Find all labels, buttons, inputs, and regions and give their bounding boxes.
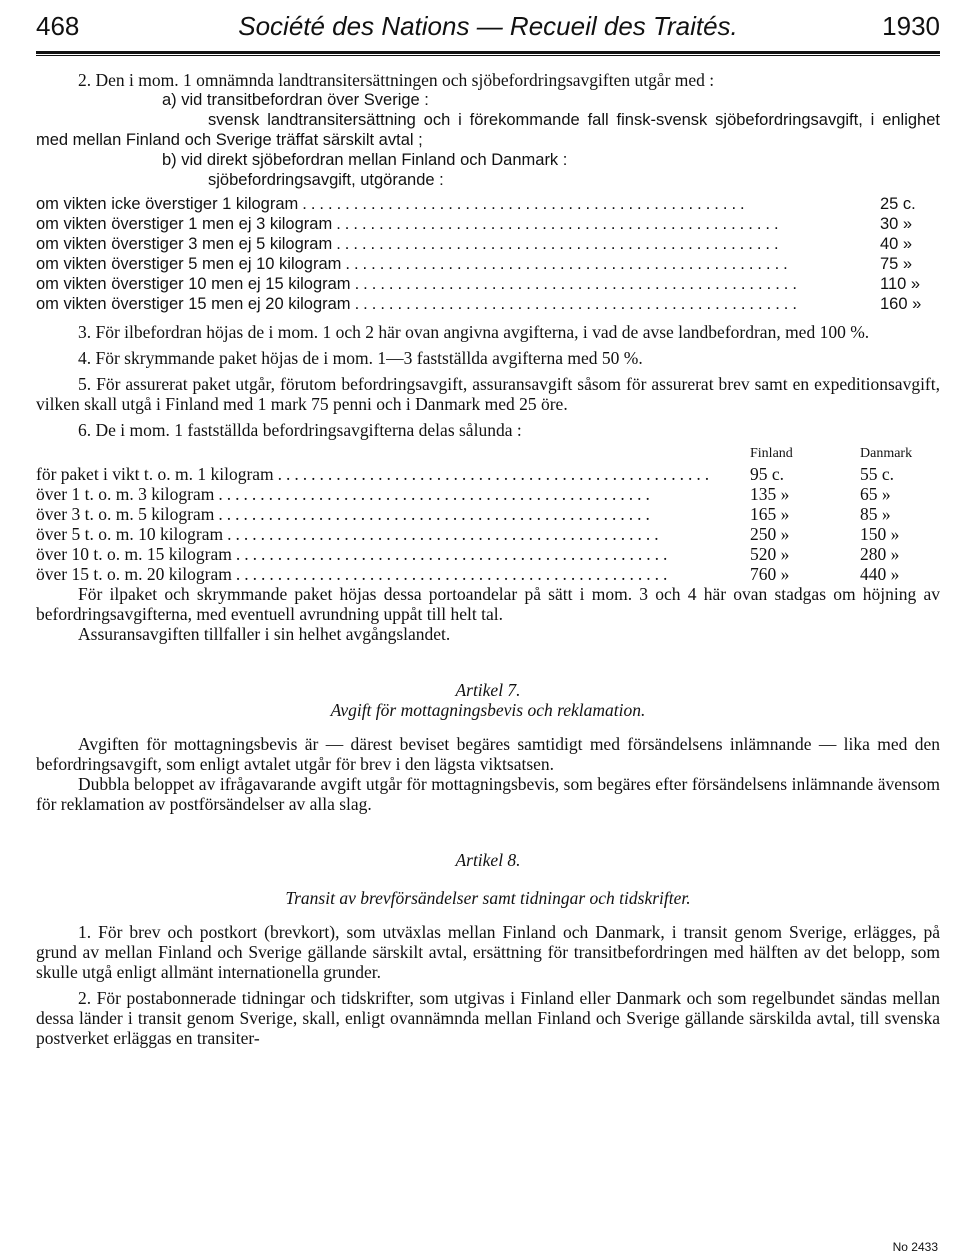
section-6-assurance: Assuransavgiften tillfaller i sin helhet avgångslandet. xyxy=(78,624,451,644)
header-year: 1930 xyxy=(882,11,940,41)
share-row: över 3 t. o. m. 5 kilogram .................................................... 165 » 85 » xyxy=(36,504,891,524)
article-8-subheading: Transit av brevförsändelser samt tidningar och tidskrifter. xyxy=(285,888,691,908)
document-page xyxy=(36,10,940,1048)
article-8-paragraph-2: 2. För postabonnerade tidningar och tidskrifter, som utgivas i Finland eller Danmark och som regelbundet sändas mellan dessa länder i transit genom Sverige, skall, enligt ovannämnda mellan Finland och Sverige gällande särskilda avtal, till svenska postverket erläggas en transiter- xyxy=(36,988,940,1048)
article-7-heading: Artikel 7. xyxy=(455,680,521,700)
sea-fee-row: om vikten överstiger 10 men ej 15 kilogram .................................................... 110 » xyxy=(36,275,921,293)
column-finland: Finland xyxy=(750,446,793,461)
share-row: för paket i vikt t. o. m. 1 kilogram .................................................... 95 c. 55 c. xyxy=(36,464,895,484)
share-table xyxy=(36,464,940,584)
section-6-note: För ilpaket och skrymmande paket höjas dessa portoandelar på sätt i mom. 3 och 4 här ovan stadgas om höjning av befordringsavgifterna, med eventuell avrundning uppåt till helt tal. xyxy=(36,584,940,624)
share-row: över 15 t. o. m. 20 kilogram .................................................... 760 » 440 » xyxy=(36,564,900,584)
section-6-intro: 6. De i mom. 1 fastställda befordringsavgifterna delas sålunda : xyxy=(78,420,522,440)
section-5: 5. För assurerat paket utgår, förutom befordringsavgift, assuransavgift såsom för assurerat brev samt en expeditionsavgift, vilken skall utgå i Finland med 1 mark 75 penni och i Danmark med 25 öre. xyxy=(36,374,940,414)
sea-fee-row: om vikten överstiger 15 men ej 20 kilogram .................................................... 160 » xyxy=(36,295,922,313)
header-rule-thin xyxy=(36,55,940,56)
section-2-a-label: a) vid transitbefordran över Sverige : xyxy=(162,91,429,109)
sea-fee-row: om vikten överstiger 5 men ej 10 kilogram .................................................... 75 » xyxy=(36,255,913,273)
article-7-paragraph-2: Dubbla beloppet av ifrågavarande avgift utgår för mottagningsbevis, som begäres efter försändelsens inlämnande ävensom för reklamation av postförsändelser av alla slag. xyxy=(36,774,940,814)
section-2-a-text: svensk landtransitersättning och i förekommande fall finsk-svensk sjöbefordringsavgift, i enlighet med mellan Finland och Sverige träffat särskilt avtal ; xyxy=(36,111,940,149)
section-3: 3. För ilbefordran höjas de i mom. 1 och 2 här ovan angivna avgifterna, i vad de avse landbefordran, med 100 %. xyxy=(78,322,870,342)
section-2-b-label: b) vid direkt sjöbefordran mellan Finland och Danmark : xyxy=(162,151,568,169)
document-number: No 2433 xyxy=(892,1240,938,1254)
share-row: över 10 t. o. m. 15 kilogram .................................................... 520 » 280 » xyxy=(36,544,900,564)
column-danmark: Danmark xyxy=(860,446,913,461)
sea-fee-table xyxy=(36,194,940,314)
article-8-heading: Artikel 8. xyxy=(455,850,521,870)
sea-fee-row: om vikten icke överstiger 1 kilogram .................................................... 25 c. xyxy=(36,195,916,213)
page-header xyxy=(36,10,940,48)
article-8-paragraph-1: 1. För brev och postkort (brevkort), som utväxlas mellan Finland och Danmark, i transit genom Sverige, erlägges, på grund av mellan Finland och Sverige gällande särskilt avtal, ersättning för transitbefordringen med hälften av det belopp, som skulle utgå enligt allmänt internationella grunder. xyxy=(36,922,940,982)
section-2-intro: 2. Den i mom. 1 omnämnda landtransitersättningen och sjöbefordringsavgiften utgår med : xyxy=(78,70,715,90)
share-row: över 5 t. o. m. 10 kilogram .................................................... 250 » 150 » xyxy=(36,524,900,544)
sea-fee-row: om vikten överstiger 3 men ej 5 kilogram .................................................... 40 » xyxy=(36,235,913,253)
running-title: Société des Nations — Recueil des Traités. xyxy=(238,11,738,41)
header-rule xyxy=(36,51,940,54)
section-4: 4. För skrymmande paket höjas de i mom. 1—3 fastställda avgifterna med 50 %. xyxy=(78,348,643,368)
share-table-header xyxy=(36,444,940,464)
share-row: över 1 t. o. m. 3 kilogram .................................................... 135 » 65 » xyxy=(36,484,891,504)
page-number: 468 xyxy=(36,11,80,41)
sea-fee-row: om vikten överstiger 1 men ej 3 kilogram .................................................... 30 » xyxy=(36,215,913,233)
article-7-subheading: Avgift för mottagningsbevis och reklamation. xyxy=(330,700,646,720)
section-2-b-sub: sjöbefordringsavgift, utgörande : xyxy=(208,171,444,189)
article-7-paragraph-1: Avgiften för mottagningsbevis är — därest beviset begäres samtidigt med försändelsens inlämnande — lika med den befordringsavgift, som enligt avtalet utgår för brev i den lägsta viktsatsen. xyxy=(36,734,940,774)
